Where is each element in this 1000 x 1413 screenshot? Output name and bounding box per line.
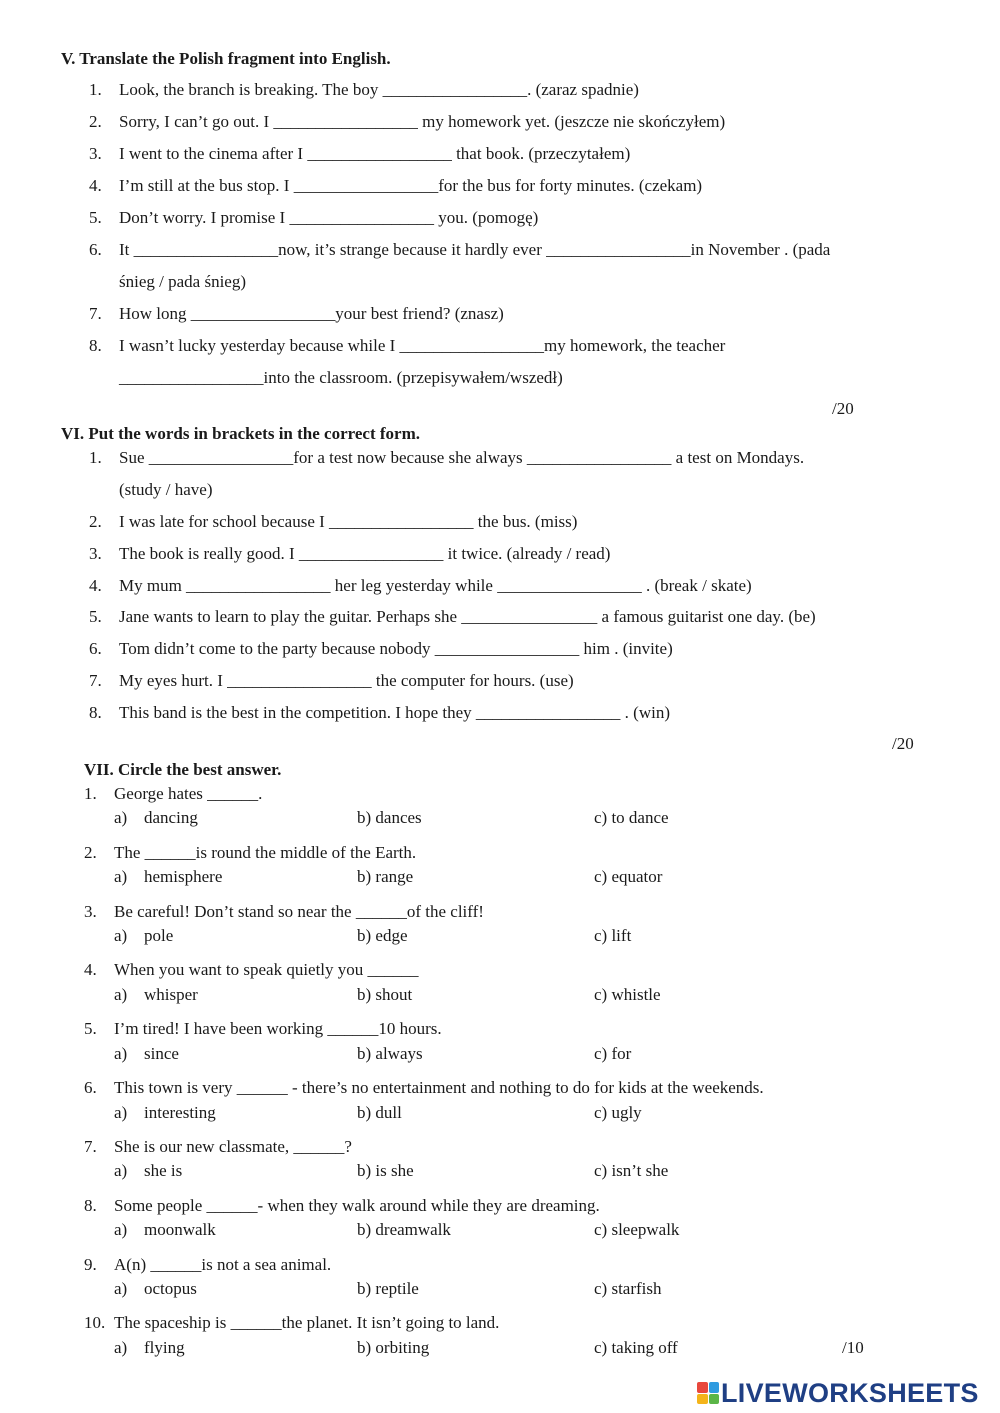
option-b: b) reptile: [357, 1279, 419, 1298]
option-c: c) isn’t she: [594, 1161, 669, 1180]
question-text: Some people ______- when they walk around while they are dreaming.: [114, 1196, 600, 1215]
option-b: b) orbiting: [357, 1338, 430, 1357]
question-text: Look, the branch is breaking. The boy _________________. (zaraz spadnie): [119, 80, 639, 99]
question-text: I’m still at the bus stop. I _________________for the bus for forty minutes. (czekam): [119, 176, 703, 195]
option-a-label: a): [114, 808, 128, 827]
option-b: b) range: [357, 867, 414, 886]
question-text: The ______is round the middle of the Earth.: [114, 843, 417, 862]
option-a-label: a): [114, 1338, 128, 1357]
question-text: I went to the cinema after I _________________ that book. (przeczytałem): [119, 144, 631, 163]
item-number: 3.: [89, 544, 102, 563]
section-7-heading: VII. Circle the best answer.: [84, 760, 282, 779]
item-number: 1.: [89, 80, 102, 99]
option-a: since: [144, 1044, 179, 1063]
question-text: My mum _________________ her leg yesterday while _________________ . (break / skate): [119, 576, 752, 595]
option-a-label: a): [114, 1279, 128, 1298]
option-c: c) whistle: [594, 985, 661, 1004]
option-a: pole: [144, 926, 174, 945]
option-a-label: a): [114, 926, 128, 945]
question-text: A(n) ______is not a sea animal.: [114, 1255, 332, 1274]
item-number: 8.: [89, 703, 102, 722]
option-a-label: a): [114, 867, 128, 886]
item-number: 10.: [84, 1313, 106, 1332]
option-b: b) shout: [357, 985, 413, 1004]
option-c: c) to dance: [594, 808, 669, 827]
logo-square: [697, 1394, 708, 1405]
item-number: 9.: [84, 1255, 97, 1274]
option-a-label: a): [114, 1044, 128, 1063]
question-text: George hates ______.: [114, 784, 263, 803]
item-number: 7.: [89, 671, 102, 690]
item-number: 2.: [89, 512, 102, 531]
question-text: It _________________now, it’s strange because it hardly ever _________________in November . (pada: [119, 240, 831, 259]
option-a: moonwalk: [144, 1220, 216, 1239]
question-text: This town is very ______ - there’s no entertainment and nothing to do for kids at the weekends.: [114, 1078, 764, 1097]
option-c: c) equator: [594, 867, 663, 886]
question-text: The book is really good. I _________________ it twice. (already / read): [119, 544, 611, 563]
option-a: whisper: [144, 985, 198, 1004]
item-number: 5.: [89, 208, 102, 227]
question-text: Sue _________________for a test now because she always _________________ a test on Mondays.: [119, 448, 805, 467]
option-a: dancing: [144, 808, 198, 827]
question-text: She is our new classmate, ______?: [114, 1137, 352, 1156]
option-b: b) dull: [357, 1103, 402, 1122]
logo-text: LIVEWORKSHEETS: [721, 1377, 979, 1408]
item-number: 1.: [89, 448, 102, 467]
option-c: c) taking off: [594, 1338, 678, 1357]
option-a: hemisphere: [144, 867, 223, 886]
option-b: b) is she: [357, 1161, 414, 1180]
item-number: 3.: [89, 144, 102, 163]
section-6-heading: VI. Put the words in brackets in the correct form.: [61, 424, 420, 443]
question-text: I’m tired! I have been working ______10 hours.: [114, 1019, 442, 1038]
option-a: octopus: [144, 1279, 197, 1298]
question-text: Sorry, I can’t go out. I _________________ my homework yet. (jeszcze nie skończyłem): [119, 112, 726, 131]
question-text: Jane wants to learn to play the guitar. Perhaps she ________________ a famous guitarist one day. (be): [119, 607, 816, 626]
option-c: c) sleepwalk: [594, 1220, 680, 1239]
question-text: How long _________________your best friend? (znasz): [119, 304, 504, 323]
item-number: 6.: [89, 240, 102, 259]
logo-square: [709, 1394, 720, 1405]
item-number: 3.: [84, 902, 97, 921]
option-a-label: a): [114, 1103, 128, 1122]
item-number: 4.: [84, 960, 97, 979]
question-text-continued: (study / have): [119, 480, 213, 499]
question-text: My eyes hurt. I _________________ the computer for hours. (use): [119, 671, 574, 690]
logo-square: [709, 1382, 720, 1393]
question-text: Tom didn’t come to the party because nobody _________________ him . (invite): [119, 639, 673, 658]
logo-square: [697, 1382, 708, 1393]
option-a-label: a): [114, 1161, 128, 1180]
item-number: 2.: [84, 843, 97, 862]
question-text-continued: śnieg / pada śnieg): [119, 272, 246, 291]
item-number: 4.: [89, 576, 102, 595]
item-number: 1.: [84, 784, 97, 803]
option-a: she is: [144, 1161, 183, 1180]
question-text: I wasn’t lucky yesterday because while I _________________my homework, the teacher: [119, 336, 726, 355]
item-number: 7.: [84, 1137, 97, 1156]
section-6-score: /20: [892, 734, 914, 753]
option-b: b) dances: [357, 808, 422, 827]
item-number: 5.: [89, 607, 102, 626]
item-number: 6.: [84, 1078, 97, 1097]
question-text: The spaceship is ______the planet. It isn’t going to land.: [114, 1313, 500, 1332]
option-a: flying: [144, 1338, 185, 1357]
option-b: b) dreamwalk: [357, 1220, 451, 1239]
option-b: b) edge: [357, 926, 408, 945]
item-number: 8.: [89, 336, 102, 355]
question-text: This band is the best in the competition. I hope they _________________ . (win): [119, 703, 671, 722]
item-number: 4.: [89, 176, 102, 195]
item-number: 5.: [84, 1019, 97, 1038]
option-c: c) lift: [594, 926, 632, 945]
question-text: Don’t worry. I promise I _________________ you. (pomogę): [119, 208, 539, 227]
liveworksheets-logo[interactable]: [697, 1378, 993, 1408]
item-number: 7.: [89, 304, 102, 323]
option-c: c) for: [594, 1044, 632, 1063]
item-number: 2.: [89, 112, 102, 131]
option-a-label: a): [114, 985, 128, 1004]
liveworksheets-logo-icon: [697, 1382, 719, 1404]
question-text: When you want to speak quietly you ______: [114, 960, 419, 979]
option-c: c) ugly: [594, 1103, 642, 1122]
item-number: 6.: [89, 639, 102, 658]
section-5-score: /20: [832, 399, 854, 418]
section-5-heading: V. Translate the Polish fragment into English.: [61, 49, 391, 68]
option-b: b) always: [357, 1044, 423, 1063]
question-text-continued: _________________into the classroom. (przepisywałem/wszedł): [119, 368, 563, 387]
option-c: c) starfish: [594, 1279, 662, 1298]
option-a: interesting: [144, 1103, 216, 1122]
section-7-score: /10: [842, 1338, 864, 1357]
question-text: I was late for school because I _________________ the bus. (miss): [119, 512, 578, 531]
option-a-label: a): [114, 1220, 128, 1239]
question-text: Be careful! Don’t stand so near the ______of the cliff!: [114, 902, 484, 921]
item-number: 8.: [84, 1196, 97, 1215]
